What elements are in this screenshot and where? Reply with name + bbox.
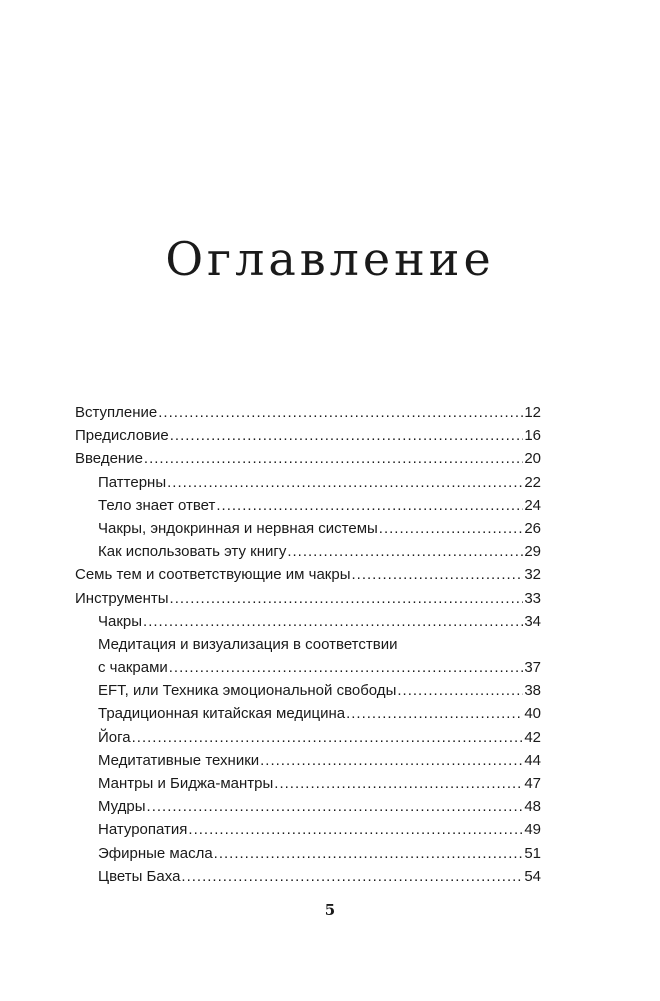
toc-entry (75, 726, 541, 749)
toc-entry (75, 447, 541, 470)
toc-entry (75, 424, 541, 447)
toc-entry-page: 24 (524, 496, 541, 514)
toc-entry-label: Вступление (75, 404, 158, 421)
toc-entry (75, 610, 541, 633)
toc-dot-leader (144, 447, 523, 470)
toc-entry-label: Медитативные техники (98, 751, 260, 769)
toc-entry (75, 818, 541, 841)
toc-entry (75, 795, 541, 818)
toc-dot-leader (181, 865, 523, 888)
toc-entry (75, 540, 541, 563)
toc-dot-leader (158, 401, 523, 424)
toc-entry-page: 20 (524, 450, 541, 468)
toc-entry-page: 48 (524, 798, 541, 816)
toc-entry-page: 38 (524, 682, 541, 700)
toc-entry-page: 22 (524, 473, 541, 491)
toc-entry-label: Цветы Баха (98, 867, 181, 885)
toc-entry-page: 29 (524, 543, 541, 561)
toc-entry-page: 16 (524, 427, 541, 445)
toc-entry (75, 494, 541, 517)
toc-entry (75, 633, 541, 656)
toc-entry-label: Паттерны (98, 473, 167, 491)
toc-entry-label: Предисловие (75, 427, 169, 445)
toc-dot-leader (132, 726, 524, 749)
toc-entry (75, 865, 541, 888)
toc-entry-label: Традиционная китайская медицина (98, 705, 346, 723)
toc-dot-leader (287, 540, 523, 563)
toc-entry-label: Медитация и визуализация в соответствии (98, 635, 398, 653)
toc-dot-leader (214, 842, 524, 865)
toc-dot-leader (147, 795, 524, 818)
toc-entry-label: Мантры и Биджа-мантры (98, 775, 274, 792)
toc-entry-label: с чакрами (98, 659, 168, 677)
toc-entry-page: 32 (524, 566, 541, 584)
toc-entry (75, 772, 541, 795)
toc-dot-leader (274, 772, 523, 795)
toc-dot-leader (170, 424, 524, 447)
page-title: Оглавление (165, 232, 495, 286)
toc-entry-label: Как использовать эту книгу (98, 543, 287, 561)
toc-entry-page: 47 (524, 775, 541, 792)
toc-entry-page: 12 (524, 404, 541, 421)
toc-dot-leader (216, 494, 523, 517)
toc-entry-page: 40 (524, 705, 541, 723)
toc-entry-label: EFT, или Техника эмоциональной свободы (98, 682, 397, 700)
toc-entry-page: 54 (524, 867, 541, 885)
toc-entry-label: Инструменты (75, 589, 169, 607)
toc-entry-label: Тело знает ответ (98, 496, 216, 514)
toc-entry (75, 587, 541, 610)
toc-entry-page: 49 (524, 821, 541, 839)
table-of-contents (75, 401, 541, 888)
toc-entry-label: Чакры, эндокринная и нервная системы (98, 519, 378, 537)
toc-entry (75, 679, 541, 702)
page-number: 5 (324, 901, 336, 919)
toc-dot-leader (379, 517, 524, 540)
toc-entry-label: Чакры (98, 612, 143, 630)
toc-entry-label: Натуропатия (98, 821, 188, 839)
toc-dot-leader (351, 563, 523, 586)
toc-entry-label: Эфирные масла (98, 844, 213, 862)
toc-entry (75, 656, 541, 679)
toc-entry-page: 34 (524, 612, 541, 630)
toc-entry-page: 44 (524, 751, 541, 769)
toc-entry-page: 51 (524, 844, 541, 862)
toc-dot-leader (170, 587, 524, 610)
toc-entry (75, 517, 541, 540)
toc-entry (75, 401, 541, 424)
toc-entry-page: 33 (524, 589, 541, 607)
toc-entry-page: 42 (524, 728, 541, 746)
toc-entry (75, 563, 541, 586)
toc-dot-leader (188, 818, 523, 841)
toc-entry (75, 749, 541, 772)
toc-dot-leader (346, 702, 523, 725)
toc-entry (75, 702, 541, 725)
toc-dot-leader (397, 679, 523, 702)
toc-dot-leader (169, 656, 524, 679)
toc-entry-page: 37 (524, 659, 541, 677)
toc-dot-leader (143, 610, 523, 633)
toc-dot-leader (167, 471, 523, 494)
toc-entry-page: 26 (524, 519, 541, 537)
toc-entry-label: Введение (75, 450, 143, 468)
toc-entry-label: Мудры (98, 798, 146, 816)
toc-dot-leader (260, 749, 523, 772)
toc-entry-label: Семь тем и соответствующие им чакры (75, 566, 351, 584)
toc-entry (75, 471, 541, 494)
toc-entry (75, 842, 541, 865)
toc-entry-label: Йога (98, 728, 131, 746)
